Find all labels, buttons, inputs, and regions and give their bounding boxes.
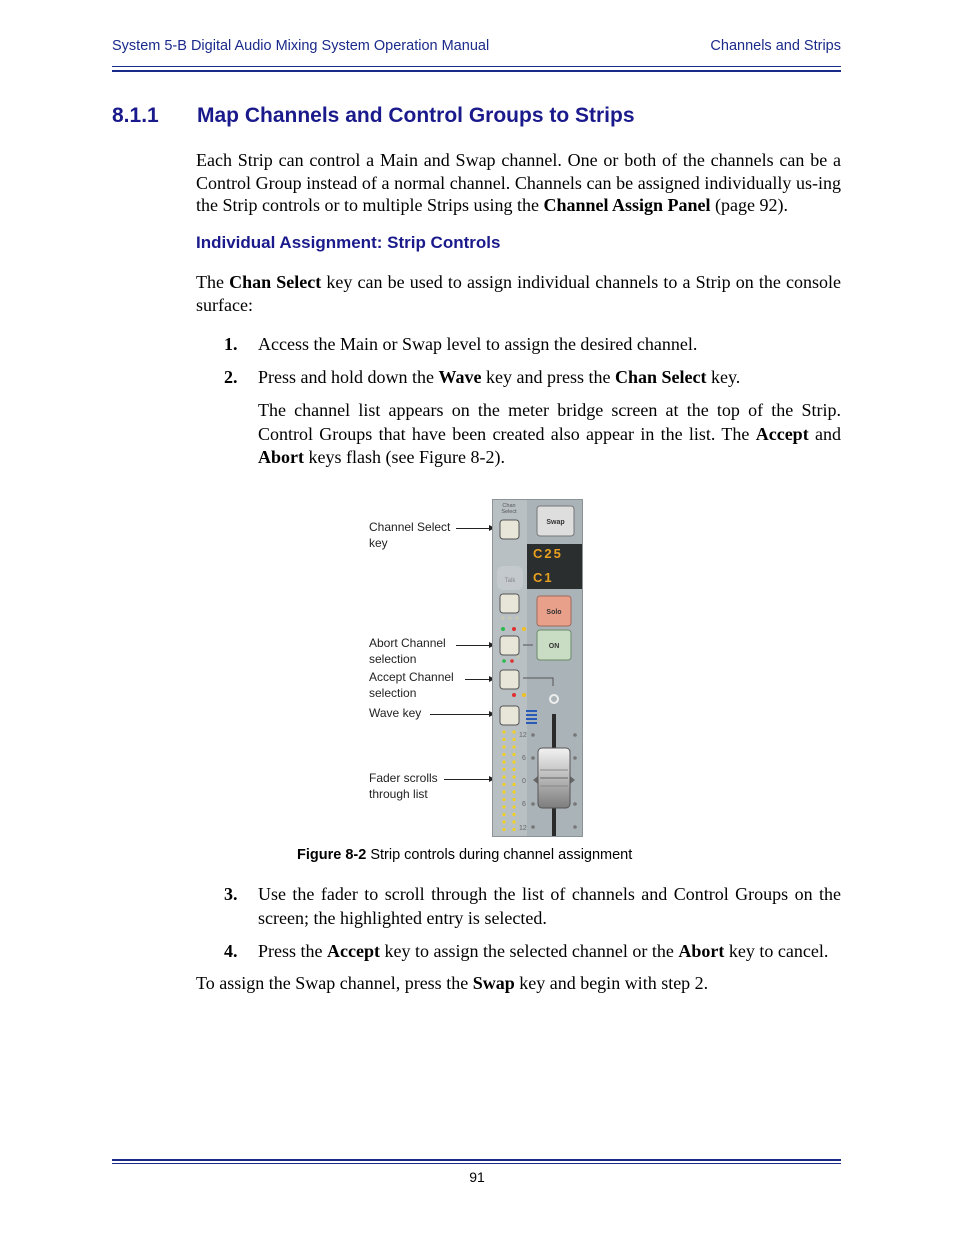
scale-mark-5: 12 [519, 825, 527, 832]
meter-led [502, 783, 505, 786]
intro-bold-panel: Channel Assign Panel [543, 195, 711, 215]
step-4 [224, 940, 841, 964]
callout-fader-line2: through list [369, 787, 428, 801]
leader-abort [456, 645, 490, 646]
step-2-note [224, 399, 841, 470]
callout-chan-select-line2: key [369, 536, 388, 550]
running-header-title: System 5-B Digital Audio Mixing System Operation Manual [112, 38, 490, 54]
callout-fader [369, 770, 438, 802]
step-2-b1: Wave [438, 367, 482, 387]
callout-accept [369, 669, 454, 701]
meter-led [512, 768, 515, 771]
step-2-note-text [258, 399, 841, 470]
callout-wave [369, 705, 421, 721]
page-number: 91 [469, 1169, 485, 1185]
meter-led [502, 813, 505, 816]
scale-mark-2: 6 [522, 755, 526, 762]
footer-rule-top [112, 1159, 841, 1161]
meter-led [512, 775, 515, 778]
note-t2: and [808, 423, 842, 444]
header-rule-bottom [112, 70, 841, 72]
step-3-text: Use the fader to scroll through the list of channels and Control Groups on the screen; the highlighted entry is selected. [258, 884, 841, 928]
step-1-number: 1. [224, 334, 238, 354]
step-3 [224, 883, 841, 930]
meter-led [512, 798, 515, 801]
meter-led [512, 820, 515, 823]
chan-select-paragraph [196, 271, 841, 316]
console-strip-figure [492, 499, 583, 837]
leader-fader [444, 779, 490, 780]
callout-fader-line1: Fader scrolls [369, 771, 438, 785]
step-2-t1: Press and hold down the [258, 367, 439, 387]
meter-led [512, 760, 515, 763]
step-3-number: 3. [224, 884, 238, 904]
meter-led [502, 820, 505, 823]
wave-icon [526, 710, 537, 724]
scale-mark-3: 0 [522, 778, 526, 785]
meter-led [502, 798, 505, 801]
talk-label: Talk [504, 578, 516, 584]
meter-led [502, 745, 505, 748]
meter-led [512, 738, 515, 741]
step-4-t3: key to cancel. [724, 941, 829, 961]
fader-knob[interactable] [538, 748, 570, 808]
section-title: Map Channels and Control Groups to Strips [197, 104, 635, 127]
meter-led [512, 828, 515, 831]
swap-key-label: Swap [546, 519, 565, 526]
step-4-b2: Abort [678, 941, 725, 961]
note-b2: Abort [258, 447, 304, 467]
meter-led [502, 775, 505, 778]
solo-key-label: Solo [546, 609, 562, 616]
strip-key-upper[interactable] [500, 594, 519, 613]
chan-bold: Chan Select [229, 272, 322, 292]
meter-led [502, 753, 505, 756]
swap-t2: key and begin with step 2. [514, 973, 709, 993]
meter-led [512, 790, 515, 793]
figure-caption-text: Strip controls during channel assignment [366, 847, 633, 863]
figure-caption-label: Figure 8-2 [297, 847, 367, 863]
intro-text-2: (page 92). [710, 195, 788, 215]
scale-mark-1: 12 [519, 732, 527, 739]
step-2-b2: Chan Select [614, 367, 707, 387]
callout-abort [369, 635, 446, 667]
abort-key[interactable] [500, 636, 519, 655]
footer-rule-bottom [112, 1163, 841, 1164]
strip-illustration [493, 500, 582, 836]
meter-led [512, 783, 515, 786]
step-2-t3: key. [706, 367, 741, 387]
chan-select-label-2: Select [501, 509, 517, 515]
subheading: Individual Assignment: Strip Controls [196, 233, 501, 252]
running-header-chapter: Channels and Strips [710, 38, 841, 54]
meter-led [512, 730, 515, 733]
callout-abort-line1: Abort Channel [369, 636, 446, 650]
intro-text-1: Each Strip can control a Main and Swap channel. One or both of the channels can be a Control Group instead of a normal channel. Channels can be assigned individually us-ing the Strip controls or to multiple Strips using the [196, 150, 841, 215]
section-heading [112, 104, 635, 128]
callout-accept-line2: selection [369, 686, 417, 700]
step-4-b1: Accept [327, 941, 380, 961]
step-4-text [258, 940, 841, 964]
scale-mark-4: 6 [522, 801, 526, 808]
meter-led [502, 805, 505, 808]
callout-chan-select-line1: Channel Select [369, 520, 451, 534]
meter-led [512, 753, 515, 756]
step-1 [224, 333, 841, 357]
step-2 [224, 366, 841, 390]
step-4-t2: key to assign the selected channel or the [379, 941, 679, 961]
callout-wave-line1: Wave key [369, 706, 422, 720]
section-number: 8.1.1 [112, 104, 159, 127]
intro-paragraph [196, 149, 841, 217]
chan-text-2: key can be used to assign individual channels to a Strip on the console surface: [196, 272, 842, 315]
note-t1: The channel list appears on the meter bridge screen at the top of the Strip. Control Groups that have been created also appear in the list. The [258, 400, 841, 444]
leader-wave [430, 714, 490, 715]
meter-led [502, 790, 505, 793]
on-key-label: ON [548, 643, 560, 650]
callout-accept-line1: Accept Channel [369, 670, 454, 684]
note-b1: Accept [755, 423, 809, 444]
swap-t1: To assign the Swap channel, press the [196, 973, 473, 993]
meter-led [502, 730, 505, 733]
step-2-number: 2. [224, 367, 238, 387]
step-4-t1: Press the [258, 941, 327, 961]
swap-paragraph [196, 972, 841, 995]
wave-key[interactable] [500, 706, 519, 725]
figure-caption [297, 847, 632, 863]
chan-text-1: The [196, 272, 230, 292]
swap-b1: Swap [472, 973, 515, 993]
step-2-t2: key and press the [481, 367, 615, 387]
meter-led [502, 738, 505, 741]
callout-chan-select [369, 519, 450, 551]
display-line-2: C1 [533, 570, 554, 585]
step-1-text: Access the Main or Swap level to assign the desired channel. [258, 334, 698, 354]
meter-led [512, 745, 515, 748]
step-2-text [258, 366, 841, 390]
meter-led [502, 760, 505, 763]
chan-select-label-1: Chan [502, 503, 516, 509]
callout-abort-line2: selection [369, 652, 417, 666]
meter-led [512, 805, 515, 808]
note-t3: keys flash (see Figure 8-2). [304, 447, 505, 467]
step-4-number: 4. [224, 941, 238, 961]
leader-chan-select [456, 528, 490, 529]
leader-accept [465, 679, 490, 680]
header-rule-top [112, 66, 841, 67]
accept-key[interactable] [500, 670, 519, 689]
meter-led [512, 813, 515, 816]
meter-led [502, 768, 505, 771]
chan-select-key[interactable] [500, 520, 519, 539]
display-line-1: C25 [533, 546, 563, 561]
meter-led [502, 828, 505, 831]
